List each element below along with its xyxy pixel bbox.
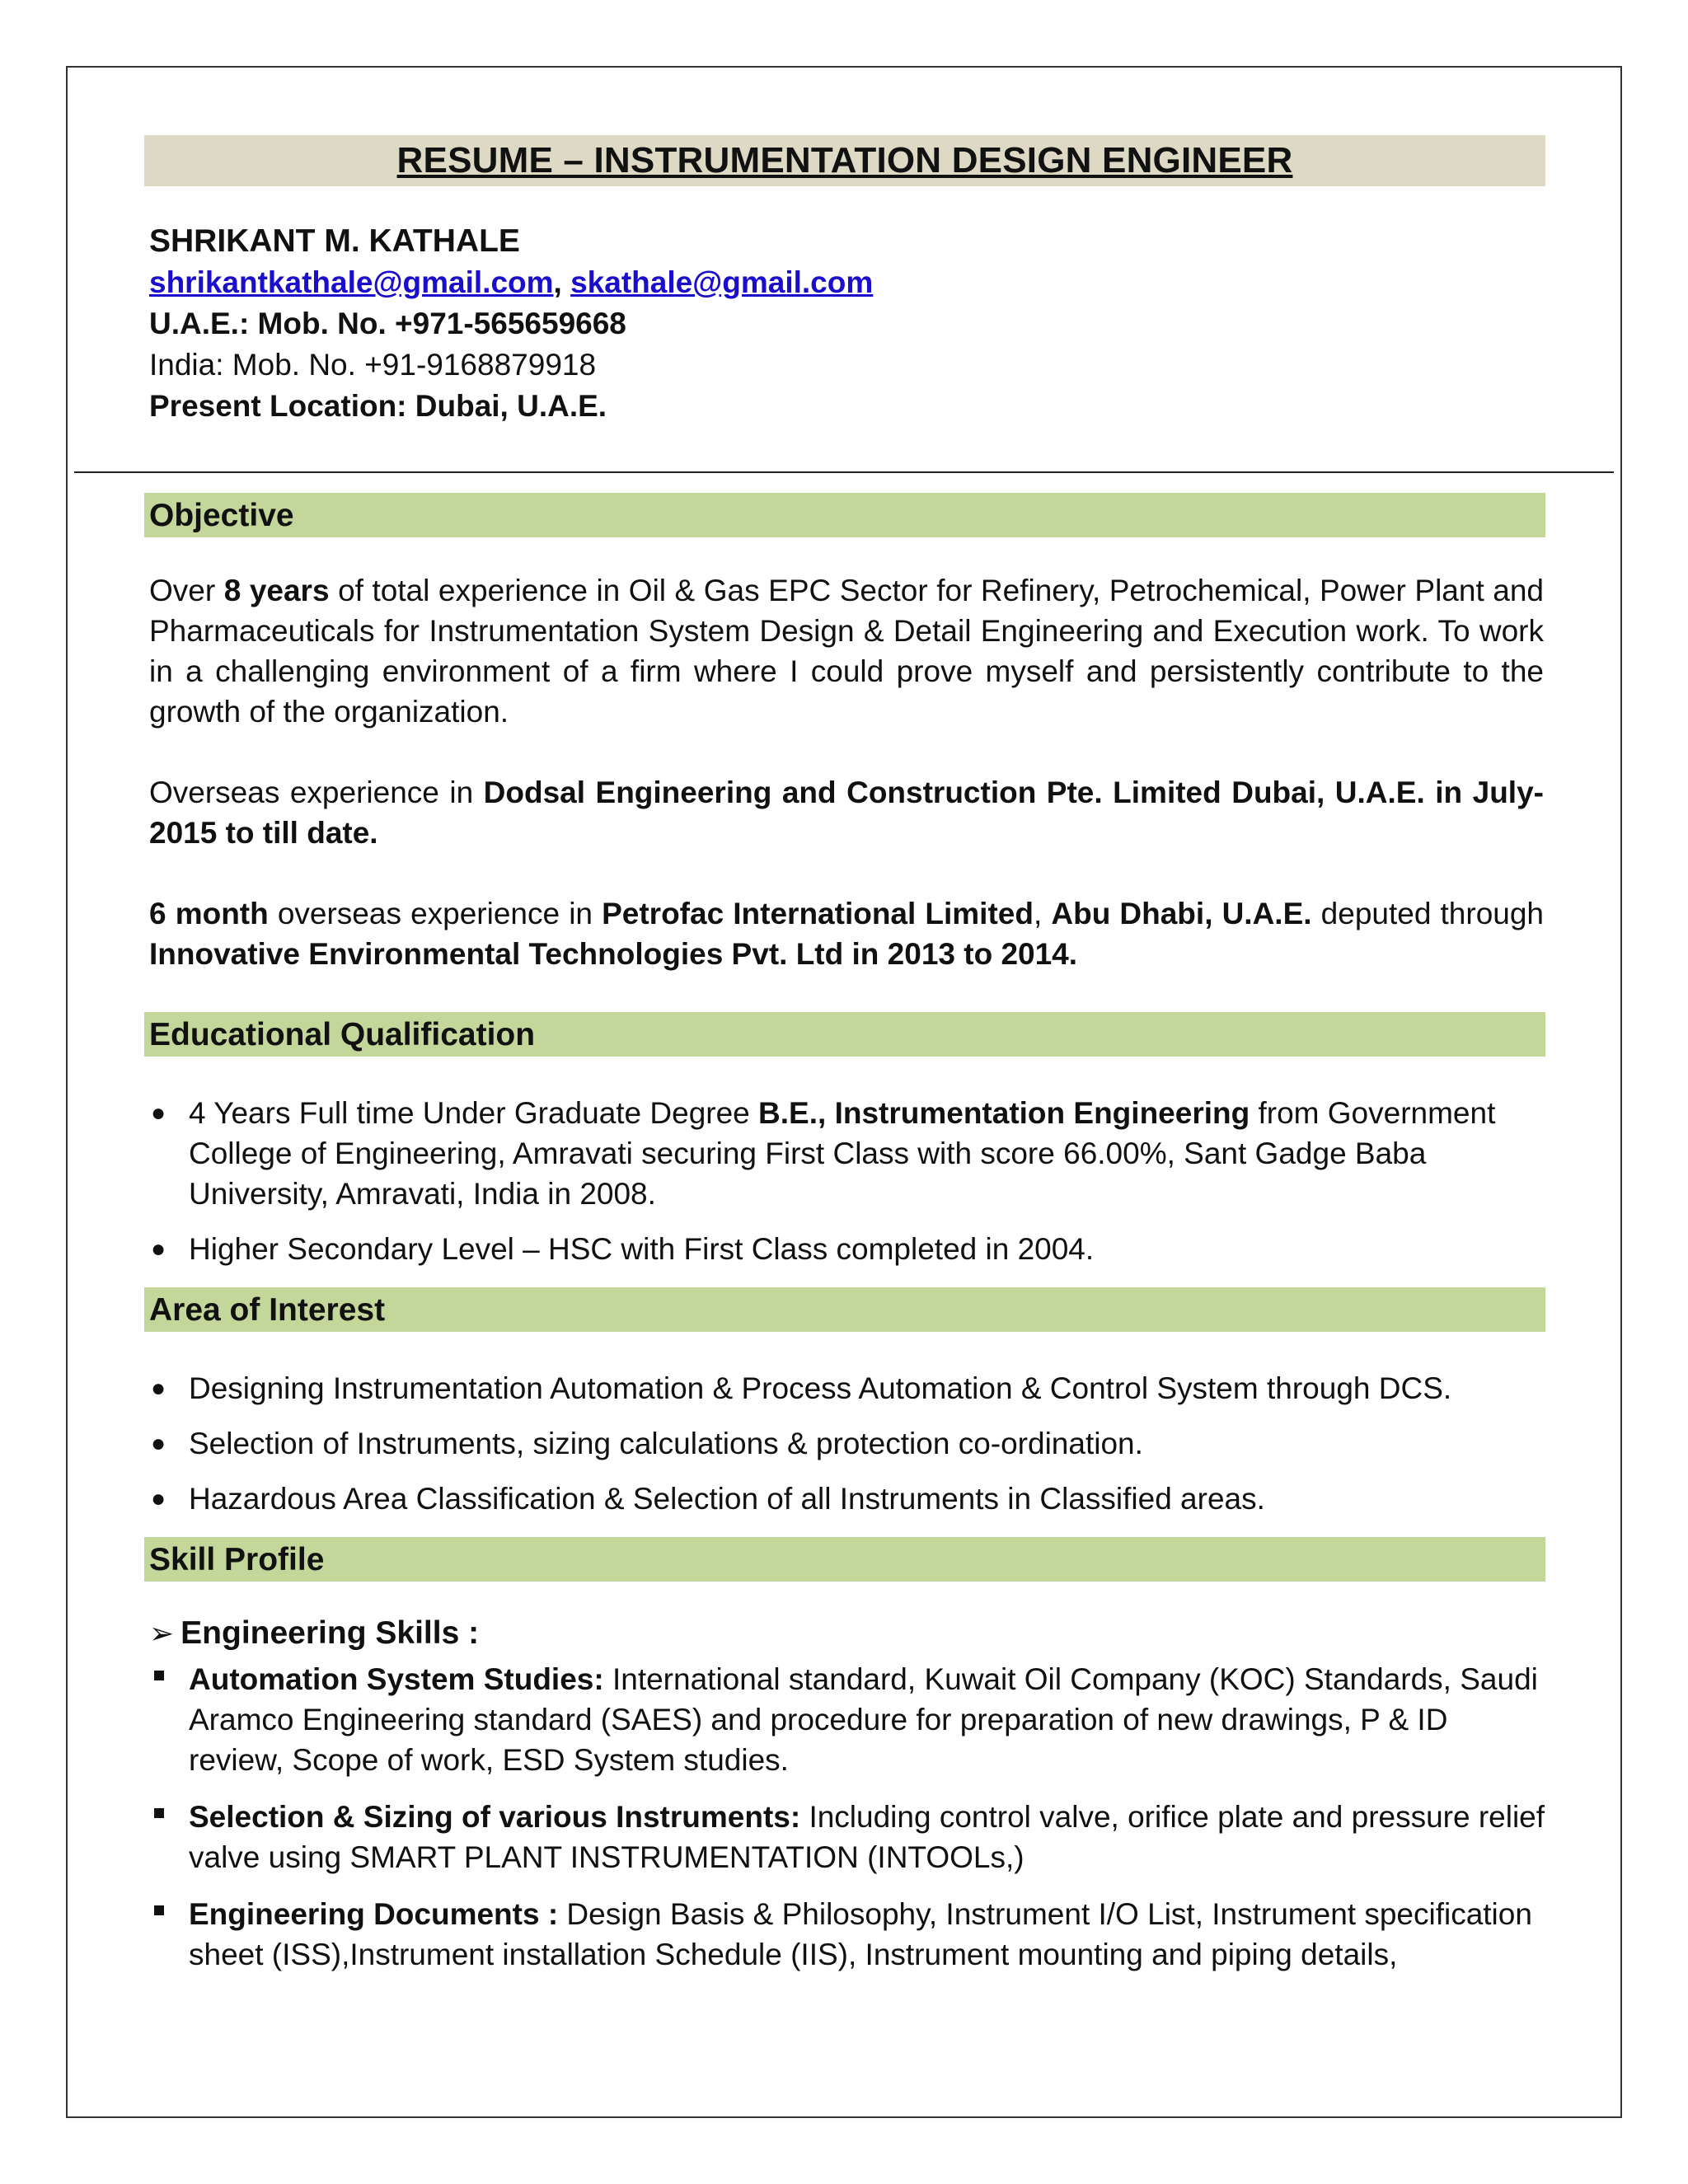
skill-label: Engineering Documents :: [189, 1897, 559, 1931]
skill-label: Automation System Studies:: [189, 1662, 604, 1696]
section-heading-interest: Area of Interest: [144, 1287, 1545, 1332]
square-bullet-icon: [154, 1671, 164, 1680]
objective-duration: 6 month: [149, 897, 269, 930]
resume-title-bar: [144, 135, 1545, 186]
uae-phone: U.A.E.: Mob. No. +971-565659668: [149, 307, 626, 340]
email-line: [149, 262, 1545, 303]
section-heading-skills: Skill Profile: [144, 1537, 1545, 1582]
email-link-primary[interactable]: shrikantkathale@gmail.com: [149, 265, 554, 299]
education-text: 4 Years Full time Under Graduate Degree: [189, 1096, 759, 1130]
objective-employer-dodsal: Dodsal Engineering and Construction Pte. Limited Dubai, U.A.E. in July-2015 to till date.: [149, 776, 1544, 850]
contact-block: [144, 221, 1545, 427]
objective-years: 8 years: [223, 574, 330, 607]
list-item: [144, 1797, 1545, 1877]
objective-text: overseas experience in: [268, 897, 603, 930]
present-location: Present Location: Dubai, U.A.E.: [149, 389, 607, 423]
bullet-icon: ●: [151, 1375, 166, 1402]
list-item: [144, 1423, 1545, 1464]
bullet-icon: ●: [151, 1485, 166, 1512]
square-bullet-icon: [154, 1808, 164, 1818]
list-item: [144, 1894, 1545, 1975]
skills-list: [144, 1659, 1545, 1975]
bullet-icon: ●: [151, 1430, 166, 1457]
objective-text: of total experience in Oil & Gas EPC Sector for Refinery, Petrochemical, Power Plant and Pharmaceuticals for Instrumentation System Design & Detail Engineering and Execution work. To work in a challenging environment of a firm where I could prove myself and persistently contribute to the growth of the organization.: [149, 574, 1544, 729]
education-list: [144, 1093, 1545, 1269]
india-phone: India: Mob. No. +91-9168879918: [149, 348, 597, 382]
objective-text: deputed through: [1311, 897, 1545, 930]
interest-text: Hazardous Area Classification & Selection of all Instruments in Classified areas.: [189, 1482, 1265, 1516]
resume-title: RESUME – INSTRUMENTATION DESIGN ENGINEER: [396, 140, 1293, 180]
resume-content: [144, 135, 1545, 1991]
education-text: Higher Secondary Level – HSC with First Class completed in 2004.: [189, 1232, 1095, 1266]
section-heading-objective: Objective: [144, 493, 1545, 537]
objective-paragraph-1: [144, 570, 1545, 732]
square-bullet-icon: [154, 1905, 164, 1915]
arrow-right-icon: ➢: [149, 1616, 175, 1650]
section-heading-education: Educational Qualification: [144, 1012, 1545, 1057]
interest-list: [144, 1368, 1545, 1519]
email-separator: ,: [553, 265, 562, 299]
objective-text: ,: [1033, 897, 1052, 930]
skill-text: International standard, Kuwait Oil Company (KOC) Standards, Saudi Aramco Engineering standard (SAES) and procedure for preparation of new drawings, P & ID review, Scope of work, ESD System studies.: [189, 1662, 1538, 1777]
candidate-name: SHRIKANT M. KATHALE: [149, 223, 520, 259]
list-item: [144, 1093, 1545, 1214]
objective-text: Overseas experience in: [149, 776, 484, 809]
list-item: [144, 1368, 1545, 1408]
skill-text: Design Basis & Philosophy, Instrument I/O List, Instrument specification sheet (ISS),Instrument installation Schedule (IIS), Instrument mounting and piping details,: [189, 1897, 1532, 1971]
education-text: from Government College of Engineering, Amravati securing First Class with score 66.00%, Sant Gadge Baba University, Amravati, India in 2008.: [189, 1096, 1496, 1211]
bullet-icon: ●: [151, 1099, 166, 1127]
bullet-icon: ●: [151, 1235, 166, 1263]
objective-paragraph-3: [144, 893, 1545, 974]
email-link-secondary[interactable]: skathale@gmail.com: [570, 265, 874, 299]
objective-body: [144, 570, 1545, 974]
objective-text: Over: [149, 574, 224, 607]
skills-subheading: [144, 1611, 1545, 1656]
education-degree: B.E., Instrumentation Engineering: [758, 1096, 1250, 1130]
list-item: [144, 1479, 1545, 1519]
interest-text: Designing Instrumentation Automation & Process Automation & Control System through DCS.: [189, 1371, 1452, 1405]
skill-text: Including control valve, orifice plate and pressure relief valve using SMART PLANT INSTRUMENTATION (INTOOLs,): [189, 1800, 1545, 1874]
objective-deputation: Innovative Environmental Technologies Pvt. Ltd in 2013 to 2014.: [149, 937, 1078, 971]
interest-text: Selection of Instruments, sizing calculations & protection co-ordination.: [189, 1427, 1143, 1460]
skill-label: Selection & Sizing of various Instruments:: [189, 1800, 801, 1834]
list-item: [144, 1659, 1545, 1780]
objective-location: Abu Dhabi, U.A.E.: [1051, 897, 1312, 930]
skills-subheading-label: Engineering Skills :: [181, 1615, 480, 1651]
list-item: [144, 1229, 1545, 1269]
objective-employer-petrofac: Petrofac International Limited: [602, 897, 1034, 930]
objective-paragraph-2: [144, 772, 1545, 853]
